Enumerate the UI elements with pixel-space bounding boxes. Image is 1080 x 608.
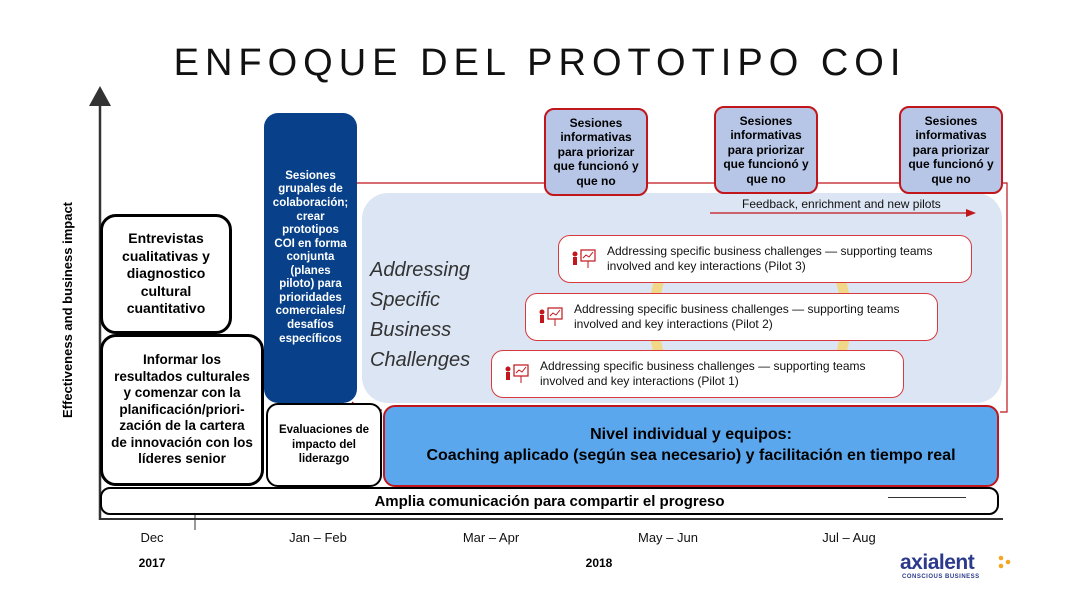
- month-label: May – Jun: [638, 530, 698, 545]
- nivel-line-2: Coaching aplicado (según sea necesario) y facilitación en tiempo real: [426, 447, 956, 464]
- informar-box: Informar los resultados culturales y comenzar con la planificación/priori-zación de la cartera de innovación con los líderes senior: [100, 334, 264, 486]
- feedback-label: Feedback, enrichment and new pilots: [742, 197, 941, 211]
- presentation-icon: [538, 306, 564, 328]
- month-label: Dec: [140, 530, 164, 545]
- info-session-box-1: Sesiones informativas para priorizar que funcionó y que no: [544, 108, 648, 196]
- axialent-logo: [900, 552, 1020, 592]
- info-session-box-3: Sesiones informativas para priorizar que funcionó y que no: [899, 106, 1003, 194]
- month-label: Mar – Apr: [462, 530, 520, 545]
- info-session-box-2: Sesiones informativas para priorizar que funcionó y que no: [714, 106, 818, 194]
- year-label: 2017: [138, 556, 166, 570]
- logo-tagline: CONSCIOUS BUSINESS: [902, 574, 980, 580]
- evaluaciones-box: Evaluaciones de impacto del liderazgo: [266, 403, 382, 487]
- challenges-heading-line-4: Challenges: [370, 349, 471, 371]
- nivel-line-1: Nivel individual y equipos:: [590, 426, 792, 444]
- pilot-3-text: Addressing specific business challenges — supporting teams involved and key interactions (Pilot 3): [607, 244, 933, 273]
- y-axis-label: Effectiveness and business impact: [60, 201, 75, 419]
- presentation-icon: [571, 248, 597, 270]
- challenges-heading-line-2: Specific: [370, 289, 441, 311]
- challenges-heading: [370, 255, 470, 375]
- sesiones-grupales-box: Sesiones grupales de colaboración; crear prototipos COI en forma conjunta (planes piloto) para prioridades comerciales/ desafíos específicos: [264, 113, 357, 403]
- divider: [888, 497, 966, 498]
- pilot-1-box: [491, 350, 904, 398]
- pilot-2-box: [525, 293, 938, 341]
- month-label: Jan – Feb: [289, 530, 347, 545]
- month-label: Jul – Aug: [822, 530, 876, 545]
- logo-name: axialent: [900, 551, 975, 574]
- nivel-individual-box: [383, 405, 999, 487]
- challenges-heading-line-1: Addressing: [370, 259, 471, 281]
- pilot-2-text: Addressing specific business challenges — supporting teams involved and key interactions (Pilot 2): [574, 302, 900, 331]
- feedback-arrow: [708, 206, 978, 220]
- pilot-1-text: Addressing specific business challenges — supporting teams involved and key interactions (Pilot 1): [540, 359, 866, 388]
- logo-dots-icon: [996, 554, 1012, 570]
- challenges-heading-line-3: Business: [370, 319, 452, 341]
- page-title: ENFOQUE DEL PROTOTIPO COI: [173, 42, 907, 84]
- comunicacion-bar: Amplia comunicación para compartir el progreso: [100, 487, 999, 515]
- year-label: 2018: [585, 556, 613, 570]
- entrevistas-box: Entrevistas cualitativas y diagnostico cultural cuantitativo: [100, 214, 232, 334]
- presentation-icon: [504, 363, 530, 385]
- pilot-3-box: [558, 235, 972, 283]
